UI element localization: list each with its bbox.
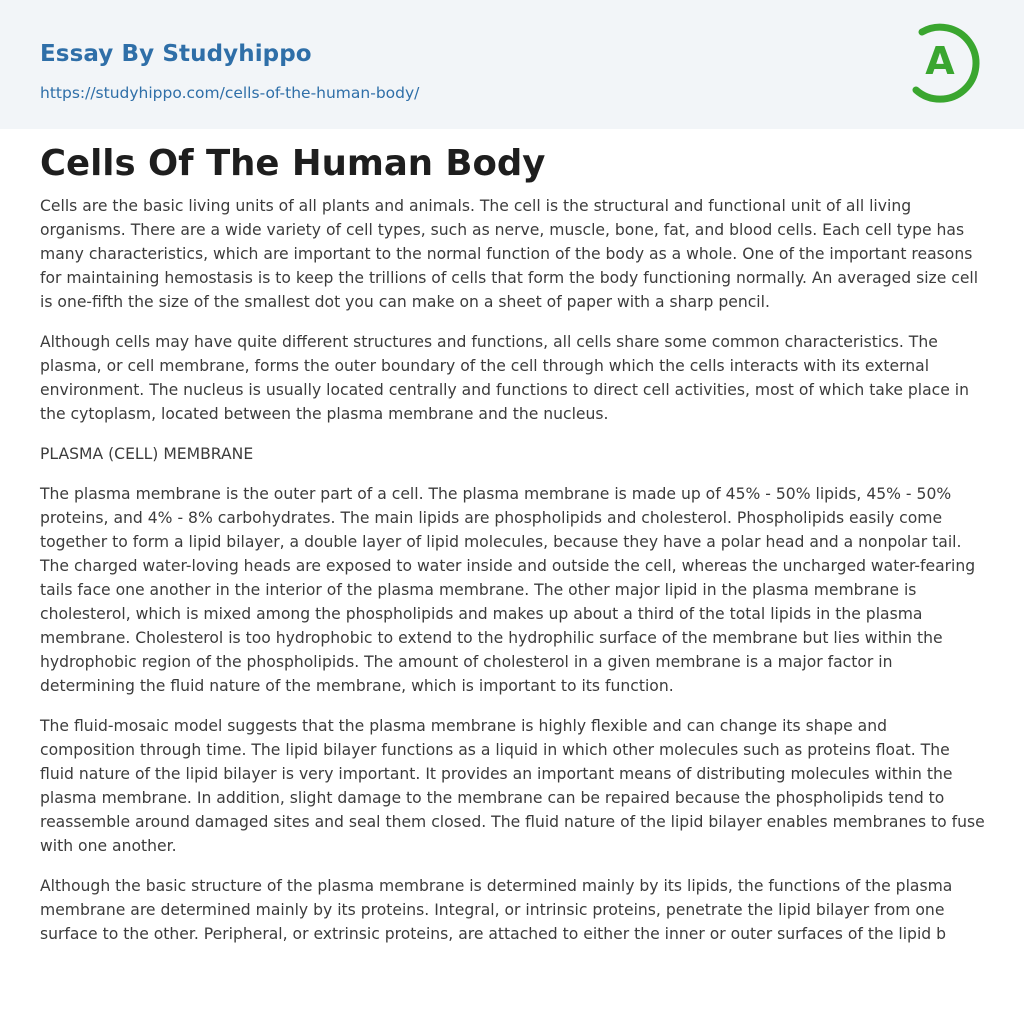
studyhippo-logo-icon[interactable] (910, 18, 988, 106)
page-header (0, 0, 1024, 129)
section-heading: PLASMA (CELL) MEMBRANE (40, 445, 254, 463)
article-title: Cells Of The Human Body (40, 143, 546, 184)
svg-text:A: A (925, 39, 955, 83)
article-paragraph: The plasma membrane is the outer part of a cell. The plasma membrane is made up of 45% - 50% lipids, 45% - 50% proteins, and 4% - 8% carbohydrates. The main lipids are phospholipids and cholesterol. Phospholipids easily come together to form a lipid bilayer, a double layer of lipid molecules, because they have a polar head and a nonpolar tail. The charged water-loving heads are exposed to water inside and outside the cell, whereas the uncharged water-fearing tails face one another in the interior of the plasma membrane. The other major lipid in the plasma membrane is cholesterol, which is mixed among the phospholipids and makes up about a third of the total lipids in the plasma membrane. Cholesterol is too hydrophobic to extend to the hydrophilic surface of the membrane but lies within the hydrophobic region of the phospholipids. The amount of cholesterol in a given membrane is a major factor in determining the fluid nature of the membrane, which is important to its function. (40, 485, 976, 695)
article-paragraph: The fluid-mosaic model suggests that the plasma membrane is highly flexible and can change its shape and composition through time. The lipid bilayer functions as a liquid in which other molecules such as proteins float. The fluid nature of the lipid bilayer is very important. It provides an important means of distributing molecules within the plasma membrane. In addition, slight damage to the membrane can be repaired because the phospholipids tend to reassemble around damaged sites and seal them closed. The fluid nature of the lipid bilayer enables membranes to fuse with one another. (40, 717, 985, 855)
article-paragraph: Although the basic structure of the plasma membrane is determined mainly by its lipids, the functions of the plasma membrane are determined mainly by its proteins. Integral, or intrinsic proteins, penetrate the lipid bilayer from one surface to the other. Peripheral, or extrinsic proteins, are attached to either the inner or outer surfaces of the lipid b (40, 877, 953, 943)
article-body (40, 194, 986, 962)
article-paragraph: Although cells may have quite different structures and functions, all cells share some common characteristics. The plasma, or cell membrane, forms the outer boundary of the cell through which the cells interacts with its external environment. The nucleus is usually located centrally and functions to direct cell activities, most of which take place in the cytoplasm, located between the plasma membrane and the nucleus. (40, 333, 970, 423)
article-paragraph: Cells are the basic living units of all plants and animals. The cell is the structural and functional unit of all living organisms. There are a wide variety of cell types, such as nerve, muscle, bone, fat, and blood cells. Each cell type has many characteristics, which are important to the normal function of the body as a whole. One of the important reasons for maintaining hemostasis is to keep the trillions of cells that form the body functioning normally. An averaged size cell is one-fifth the size of the smallest dot you can make on a sheet of paper with a sharp pencil. (40, 197, 979, 311)
article-url-link[interactable]: https://studyhippo.com/cells-of-the-human-body/ (40, 84, 420, 102)
site-brand[interactable]: Essay By Studyhippo (40, 41, 312, 67)
